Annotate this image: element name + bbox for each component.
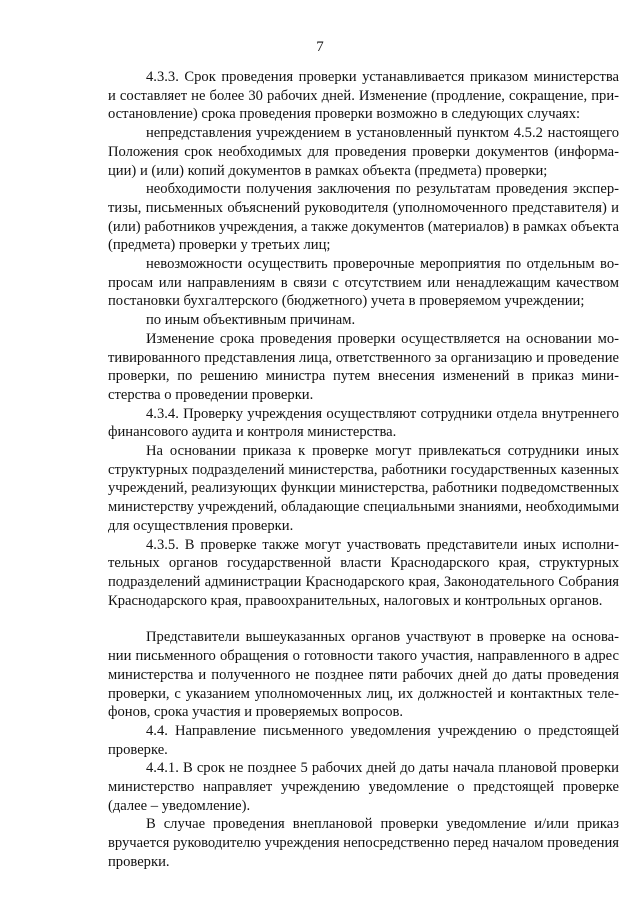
paragraph-4-3-5: 4.3.5. В проверке также могут участвовать представители иных исполнительных органов государственной власти Краснодарского края, структурных подразделений администрации Краснодарского края, Законодательного Собрания Краснодарского края, правоохранительных, налоговых и контрольных органов. bbox=[108, 536, 619, 609]
paragraph-unscheduled-check: В случае проведения внеплановой проверки уведомление и/или приказ вручается руководителю учреждения непосредственно перед началом проведения проверки. bbox=[108, 816, 619, 870]
paragraph-4-4-1: 4.4.1. В срок не позднее 5 рабочих дней до даты начала плановой проверки министерство направляет учреждению уведомление о предстоящей проверке (далее – уведомление). bbox=[108, 760, 619, 814]
paragraph-involved-staff: На основании приказа к проверке могут привлекаться сотрудники иных структурных подразделений министерства, работники государственных казенных учреждений, реализующих функции министерства, работники подведомственных министерству учреждений, обладающие специальными знаниями, необходимыми для осуществления проверки. bbox=[108, 443, 619, 534]
paragraph-4-3-3: 4.3.3. Срок проведения проверки устанавливается приказом министерства и составляет не более 30 рабочих дней. Изменение (продление, сокращение, приостановление) срока проведения проверки возможно в следующих случаях: bbox=[108, 69, 619, 123]
paragraph-case-impossibility: невозможности осуществить проверочные мероприятия по отдельным вопросам или направлениям в связи с отсутствием или ненадлежащим качеством постановки бухгалтерского (бюджетного) учета в проверяемом учреждении; bbox=[108, 256, 619, 310]
paragraph-case-documents: непредставления учреждением в установленный пунктом 4.5.2 настоящего Положения срок необходимых для проведения проверки документов (информации) и (или) копий документов в рамках объекта (предмета) проверки; bbox=[108, 125, 619, 179]
document-body bbox=[108, 68, 619, 872]
paragraph-representatives: Представители вышеуказанных органов участвуют в проверке на основании письменного обращения о готовности такого участия, направленного в адрес министерства и полученного не позднее пяти рабочих дней до даты проведения проверки, с указанием уполномоченных лиц, их должностей и контактных телефонов, срока участия и проверяемых вопросов. bbox=[108, 629, 619, 721]
paragraph-term-change: Изменение срока проведения проверки осуществляется на основании мотивированного представления лица, ответственного за организацию и проведение проверки, по решению министра путем внесения изменений в приказ министерства о проведении проверки. bbox=[108, 330, 619, 403]
paragraph-case-other: по иным объективным причинам. bbox=[146, 312, 356, 329]
paragraph-case-expertise: необходимости получения заключения по результатам проведения экспертизы, письменных объяснений руководителя (уполномоченного представителя) и (или) работников учреждения, а также документов (материалов) в рамках объекта (предмета) проверки у третьих лиц; bbox=[108, 181, 619, 254]
paragraph-4-4: 4.4. Направление письменного уведомления учреждению о предстоящей проверке. bbox=[108, 722, 619, 758]
page-number: 7 bbox=[316, 39, 324, 55]
paragraph-4-3-4: 4.3.4. Проверку учреждения осуществляют сотрудники отдела внутреннего финансового аудита и контроля министерства. bbox=[108, 405, 619, 441]
